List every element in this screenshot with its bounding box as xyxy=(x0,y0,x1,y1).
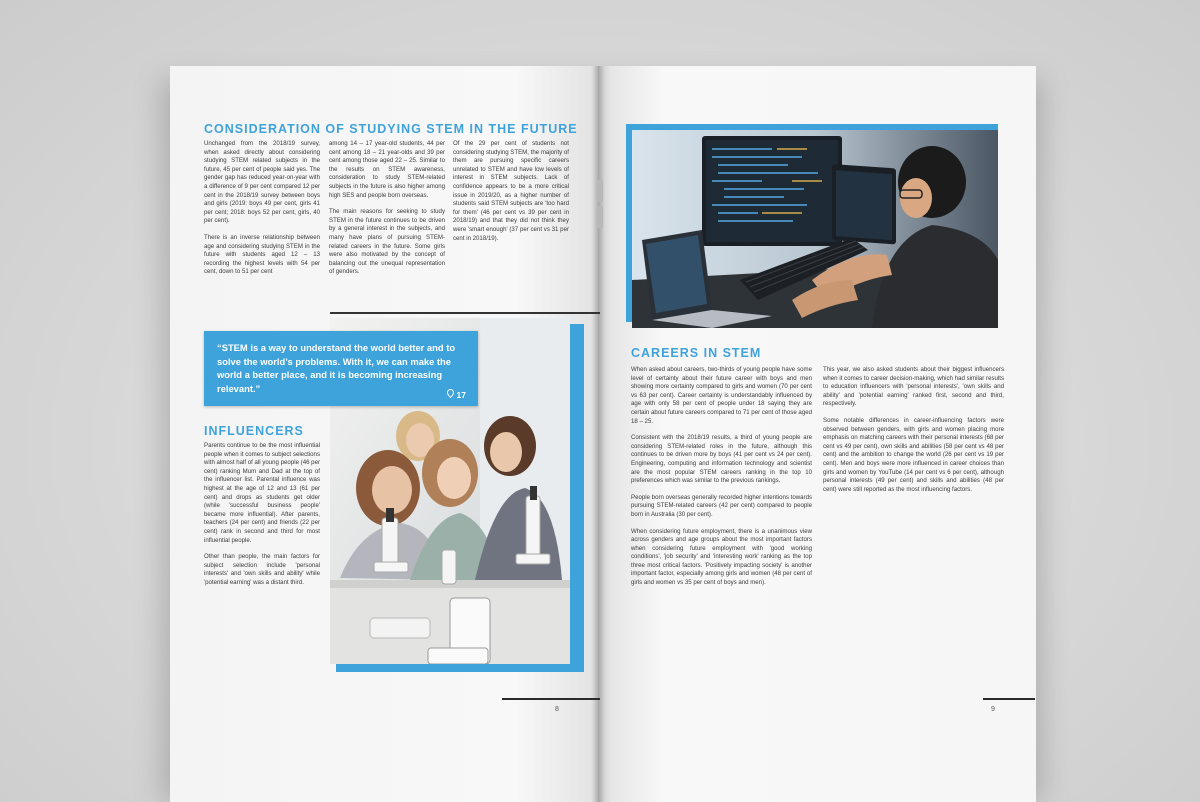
paragraph: Other than people, the main factors for subject selection include 'personal interests' and 'own skills and ability' while 'potential earning' was a distant third. xyxy=(204,553,320,586)
paragraph: Consistent with the 2018/19 results, a third of young people are considering STEM-related roles in the future, although this continues to be driven more by boys (41 per cent vs 24 per cent). Engineering, computing and information technology and scientist are the most popular STEM careers ranking in the top 10 preferences which was similar to the previous rankings. xyxy=(631,434,812,485)
pull-quote-reference xyxy=(447,389,466,400)
left-column-3 xyxy=(453,140,569,251)
left-column-1 xyxy=(204,140,320,285)
spine-fold xyxy=(591,66,605,802)
paragraph: The main reasons for seeking to study STEM in the future continues to be driven by a general interest in the subjects, and many have plans of pursuing STEM-related careers in the future. Some girls were also motivated by the concept of balancing out the unequal representation of genders. xyxy=(329,208,445,276)
left-column-2 xyxy=(329,140,445,285)
footer-rule-right xyxy=(983,698,1035,700)
location-pin-icon xyxy=(447,389,454,400)
footer-rule-left xyxy=(502,698,600,700)
careers-column-2 xyxy=(823,366,1004,502)
paragraph: among 14 – 17 year-old students, 44 per cent among 18 – 21 year-olds and 39 per cent among those aged 22 – 25. Similar to the results on STEM awareness, consideration to study STEM-related subjects in the future is also higher among high SES and people born overseas. xyxy=(329,140,445,199)
heading-influencers: INFLUENCERS xyxy=(204,424,304,438)
paragraph: When considering future employment, there is a unanimous view across genders and age groups about the most important factors when considering future employment with 'good working conditions', 'job security' and 'interesting work' ranking as the top three most critical factors. 'Positively impacting society' is another important factor, especially among girls and women (48 per cent of girls and women vs 35 per cent of boys and men). xyxy=(631,527,812,587)
pull-quote-number: 17 xyxy=(456,389,466,400)
paragraph: When asked about careers, two-thirds of young people have some level of certainty about their future career with boys and men showing more certainty compared to girls and women (70 per cent vs 63 per cent). Career certainty is understandably influenced by age with only 58 per cent of people under 18 saying they are certain about future careers compared to 71 per cent of those aged 18 – 25. xyxy=(631,366,812,425)
paragraph: Unchanged from the 2018/19 survey, when asked directly about considering studying STEM related subjects in the future, 45 per cent of people said yes. The gender gap has reduced year-on-year with a difference of 9 per cent compared 12 per cent in the 2018/19 survey between boys and girls (2019: boys 49 per cent, girls 41 per cent; 2018: boys 52 per cent, girls, 40 per cent). xyxy=(204,140,320,225)
page-number-left: 8 xyxy=(555,706,559,713)
coding-photo xyxy=(632,130,998,328)
binding-staple-bottom xyxy=(597,206,603,228)
heading-careers-in-stem: CAREERS IN STEM xyxy=(631,346,762,360)
careers-column-1 xyxy=(631,366,812,596)
paragraph: Some notable differences in career-influencing factors were observed between genders, with girls and women placing more emphasis on matching careers with their personal interests (68 per cent vs 49 per cent), own skills and abilities (58 per cent vs 48 per cent) and the ambition to change the world (26 per cent vs 19 per cent). Men and boys were more influenced in career choices than girls and women by YouTube (14 per cent vs 6 per cent), although personal interests (49 per cent) and skills and abilities (48 per cent) were still reported as the most influencing factors. xyxy=(823,416,1004,493)
divider-rule xyxy=(330,312,600,314)
paragraph: This year, we also asked students about their biggest influencers when it comes to career decision-making, which had similar results to education influencers with 'personal interests', 'own skills and ability' and 'potential earning' ranked first, second and third, respectively. xyxy=(823,366,1004,408)
heading-stem-future: CONSIDERATION OF STUDYING STEM IN THE FUTURE xyxy=(204,122,578,136)
developer-at-computers-illustration xyxy=(632,130,998,328)
influencers-column xyxy=(204,442,320,596)
paragraph: People born overseas generally recorded higher intentions towards pursuing STEM-related careers (42 per cent) compared to people born in Australia (30 per cent). xyxy=(631,493,812,518)
page-number-right: 9 xyxy=(991,706,995,713)
pull-quote xyxy=(204,331,478,406)
paragraph: Of the 29 per cent of students not considering studying STEM, the majority of them are pursuing specific careers unrelated to STEM and have low levels of interest in STEM subjects. Lack of confidence appears to be a more critical issue in 2019/20, as a higher number of students said STEM subjects are 'too hard for them' (46 per cent vs 39 per cent in 2018/19) and that they did not think they were 'smart enough' (37 per cent vs 31 per cent in 2018/19). xyxy=(453,140,569,242)
binding-staple-top xyxy=(597,180,603,202)
pull-quote-text: “STEM is a way to understand the world better and to solve the world’s problems. With it, we can make the world a better place, and it is becoming increasing relevant.” xyxy=(217,342,456,394)
paragraph: Parents continue to be the most influential people when it comes to subject selections with almost half of all young people (46 per cent) ranking Mum and Dad at the top of the influencer list. Parental influence was highest at the age of 12 and 13 (61 per cent) and drops as students get older (while 'successful business people' became more influential). After parents, teachers (24 per cent) and friends (22 per cent) rank in second and third for most influential people. xyxy=(204,442,320,544)
paragraph: There is an inverse relationship between age and considering studying STEM in the future with students aged 12 – 13 recording the highest levels with 54 per cent, down to 51 per cent xyxy=(204,233,320,276)
